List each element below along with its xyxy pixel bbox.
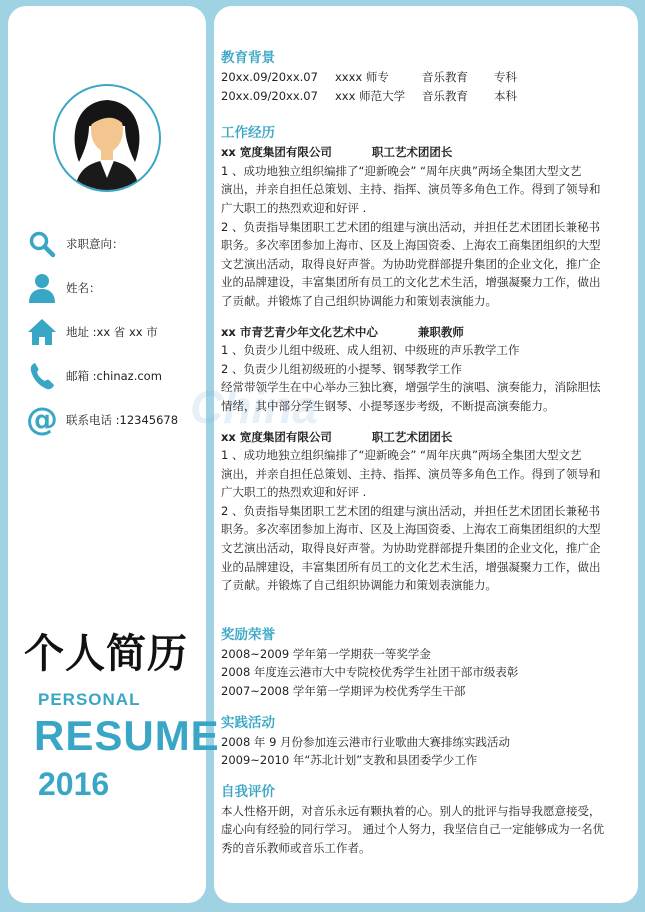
education-row — [221, 68, 621, 87]
job-company: xx 市青艺青少年文化艺术中心 — [221, 324, 378, 339]
at-icon — [26, 404, 58, 436]
edu-major: 音乐教育 — [422, 88, 468, 103]
practice-title: 实践活动 — [221, 714, 275, 731]
self-eval-title: 自我评价 — [221, 783, 275, 800]
resume-title-year: 2016 — [38, 766, 110, 802]
contact-label: 联系电话 :12345678 — [66, 413, 179, 427]
job-line: 了贡献。并锻炼了自己组织协调能力和策划表演能力。 — [221, 578, 497, 593]
edu-period: 20xx.09/20xx.07 — [221, 88, 318, 103]
education-row — [221, 87, 621, 106]
avatar — [53, 84, 161, 192]
resume-title-personal: PERSONAL — [38, 690, 141, 709]
awards-title: 奖励荣誉 — [221, 626, 275, 643]
job-line: 经常带领学生在中心举办三独比赛，增强学生的演唱、演奏能力，消除胆怯 — [221, 380, 601, 395]
contact-job-intention — [26, 222, 201, 266]
contact-label: 求职意向： — [66, 237, 124, 251]
woman-portrait-icon — [55, 86, 159, 190]
contact-label: 地址 :xx 省 xx 市 — [66, 325, 158, 339]
job-line: 业的品牌建设，丰富集团所有员工的文化艺术生活，增强凝聚力工作，做出 — [221, 275, 601, 290]
svg-text:@: @ — [26, 404, 58, 436]
job-entry — [221, 143, 621, 310]
job-header — [221, 428, 621, 447]
job-line: 1 、成功地独立组织编排了“迎新晚会” “周年庆典”两场全集团大型文艺 — [221, 163, 582, 178]
self-eval-line: 本人性格开朗，对音乐永远有颗执着的心。别人的批评与指导我愿意接受， — [221, 803, 601, 818]
job-line: 文艺演出活动，取得良好声誉。为协助党群部提升集团的企业文化，推广企 — [221, 541, 601, 556]
phone-icon — [26, 360, 58, 392]
edu-school: xxxx 师专 — [335, 70, 389, 84]
job-company: xx 宽度集团有限公司 — [221, 429, 332, 444]
job-line: 文艺演出活动，取得良好声誉。为协助党群部提升集团的企业文化，推广企 — [221, 256, 601, 271]
job-company: xx 宽度集团有限公司 — [221, 145, 332, 160]
practice-line: 2009~2010 年“苏北计划”支教和县团委学少工作 — [221, 753, 478, 768]
job-line: 了贡献。并锻炼了自己组织协调能力和策划表演能力。 — [221, 293, 497, 308]
award-line: 2008~2009 学年第一学期获一等奖学金 — [221, 646, 431, 661]
self-eval-line: 秀的音乐教师或音乐工作者。 — [221, 841, 371, 855]
job-line: 1 、负责少儿组中级班、成人组初、中级班的声乐教学工作 — [221, 343, 520, 358]
award-line: 2008 年度连云港市大中专院校优秀学生社团干部市级表彰 — [221, 665, 519, 680]
contact-label: 姓名： — [66, 281, 101, 295]
job-header — [221, 143, 621, 162]
resume-content — [221, 48, 621, 858]
contact-name — [26, 266, 201, 310]
education-title: 教育背景 — [221, 50, 275, 66]
job-line: 职务。多次率团参加上海市、区及上海国资委、上海农工商集团组织的大型 — [221, 522, 601, 537]
edu-degree: 专科 — [494, 70, 517, 84]
job-line: 2 、负责指导集团职工艺术团的组建与演出活动，并担任艺术团团长兼秘书 — [221, 503, 600, 518]
edu-degree: 本科 — [494, 88, 517, 103]
search-icon — [26, 228, 58, 260]
home-icon — [26, 316, 58, 348]
resume-title-cn: 个人简历 — [24, 631, 188, 677]
job-role: 职工艺术团团长 — [371, 429, 453, 444]
work-title: 工作经历 — [221, 125, 275, 142]
job-line: 广大职工的热烈欢迎和好评 . — [221, 485, 367, 500]
edu-major: 音乐教育 — [422, 70, 468, 84]
job-role: 兼职教师 — [417, 324, 464, 339]
job-line: 广大职工的热烈欢迎和好评 . — [221, 200, 367, 215]
contact-address — [26, 310, 201, 354]
job-role: 职工艺术团团长 — [371, 145, 453, 160]
edu-school: xxx 师范大学 — [335, 88, 406, 103]
job-line: 演出，并亲自担任总策划、主持、指挥、演员等多角色工作。得到了领导和 — [221, 466, 601, 481]
job-line: 1 、成功地独立组织编排了“迎新晚会” “周年庆典”两场全集团大型文艺 — [221, 448, 582, 463]
practice-line: 2008 年 9 月份参加连云港市行业歌曲大赛排练实践活动 — [221, 734, 511, 749]
job-entry — [221, 428, 621, 595]
resume-title-resume: RESUME — [34, 712, 220, 759]
edu-period: 20xx.09/20xx.07 — [221, 70, 318, 84]
job-entry — [221, 323, 621, 416]
contact-label: 邮箱 :chinaz.com — [66, 369, 162, 383]
job-line: 演出，并亲自担任总策划、主持、指挥、演员等多角色工作。得到了领导和 — [221, 182, 601, 197]
job-line: 业的品牌建设，丰富集团所有员工的文化艺术生活，增强凝聚力工作，做出 — [221, 559, 601, 574]
person-icon — [26, 272, 58, 304]
contact-email — [26, 354, 201, 398]
job-line: 情绪，其中部分学生钢琴、小提琴逐步考级，不断提高演奏能力。 — [221, 398, 555, 413]
self-eval-line: 虚心向有经验的同行学习。 通过个人努力，我坚信自己一定能够成为一名优 — [221, 822, 605, 837]
job-line: 职务。多次率团参加上海市、区及上海国资委、上海农工商集团组织的大型 — [221, 238, 601, 253]
award-line: 2007~2008 学年第一学期评为校优秀学生干部 — [221, 684, 466, 699]
education-list — [221, 68, 621, 105]
job-line: 2 、负责指导集团职工艺术团的组建与演出活动，并担任艺术团团长兼秘书 — [221, 219, 600, 234]
contact-list — [26, 222, 201, 442]
contact-phone — [26, 398, 201, 442]
job-line: 2 、负责少儿组初级班的小提琴、钢琴教学工作 — [221, 361, 462, 376]
job-header — [221, 323, 621, 342]
